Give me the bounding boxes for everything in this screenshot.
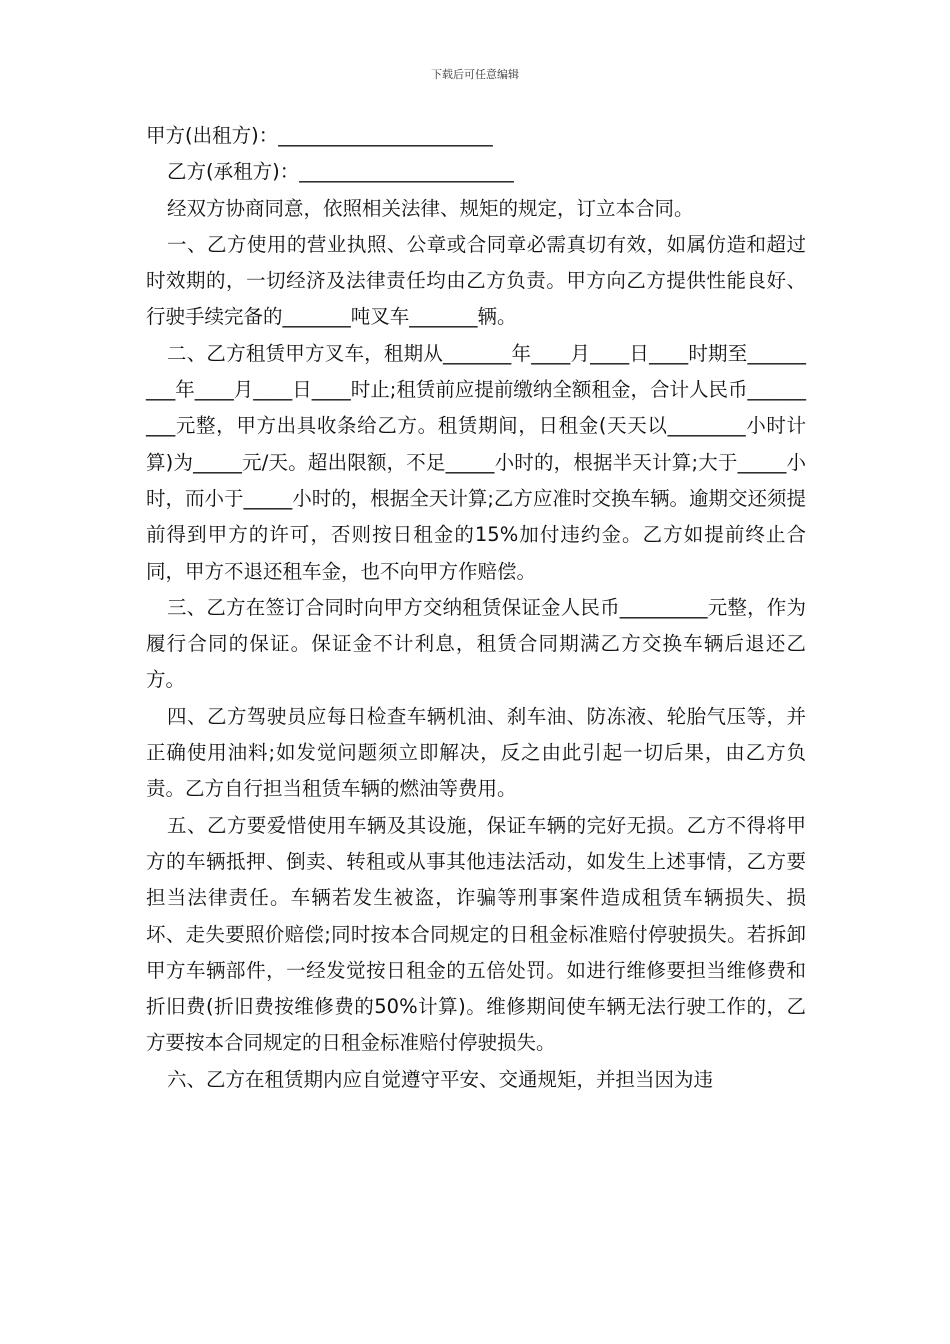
page-header: 下载后可任意编辑 (431, 68, 519, 81)
clause-3-paragraph: 三、乙方在签订合同时向甲方交纳租赁保证金人民币_________元整，作为履行合同的保证。保证金不计利息，租赁合同期满乙方交换车辆后退还乙方。 (146, 595, 806, 692)
preamble-paragraph: 经双方协商同意，依照相关法律、规矩的规定，订立本合同。 (167, 196, 694, 220)
clause-6-paragraph: 六、乙方在租赁期内应自觉遵守平安、交通规矩，并担当因为违 (167, 1067, 714, 1091)
party-a-line: 甲方(出租方)：______________________ (146, 124, 493, 147)
clause-4-paragraph: 四、乙方驾驶员应每日检查车辆机油、刹车油、防冻液、轮胎气压等，并正确使用油料;如发觉问题须立即解决，反之由此引起一切后果，由乙方负责。乙方自行担当租赁车辆的燃油等费用。 (146, 704, 806, 801)
clause-5-paragraph: 五、乙方要爱惜使用车辆及其设施，保证车辆的完好无损。乙方不得将甲方的车辆抵押、倒卖、转租或从事其他违法活动，如发生上述事情，乙方要担当法律责任。车辆若发生被盗，诈骗等刑事案件造成租赁车辆损失、损坏、走失要照价赔偿;同时按本合同规定的日租金标准赔付停驶损失。若拆卸甲方车辆部件，一经发觉按日租金的五倍处罚。如进行维修要担当维修费和折旧费(折旧费按维修费的50%计算)。维修期间使车辆无法行驶工作的，乙方要按本合同规定的日租金标准赔付停驶损失。 (146, 813, 806, 1055)
clause-1-paragraph: 一、乙方使用的营业执照、公章或合同章必需真切有效，如属仿造和超过时效期的，一切经济及法律责任均由乙方负责。甲方向乙方提供性能良好、行驶手续完备的_______吨叉车_______辆。 (146, 232, 806, 329)
contract-body (146, 118, 806, 1098)
party-b-line: 乙方(承租方)：______________________ (167, 160, 514, 184)
clause-2-paragraph: 二、乙方租赁甲方叉车，租期从_______年____月____日____时期至_________年____月____日____时止;租赁前应提前缴纳全额租金，合计人民币_________元整，甲方出具收条给乙方。租赁期间，日租金(天天以________小时计算)为_____元/天。超出限额，不足_____小时的，根据半天计算;大于_____小时，而小于_____小时的，根据全天计算;乙方应准时交换车辆。逾期交还须提前得到甲方的许可，否则按日租金的15%加付违约金。乙方如提前终止合同，甲方不退还租车金，也不向甲方作赔偿。 (146, 341, 806, 583)
